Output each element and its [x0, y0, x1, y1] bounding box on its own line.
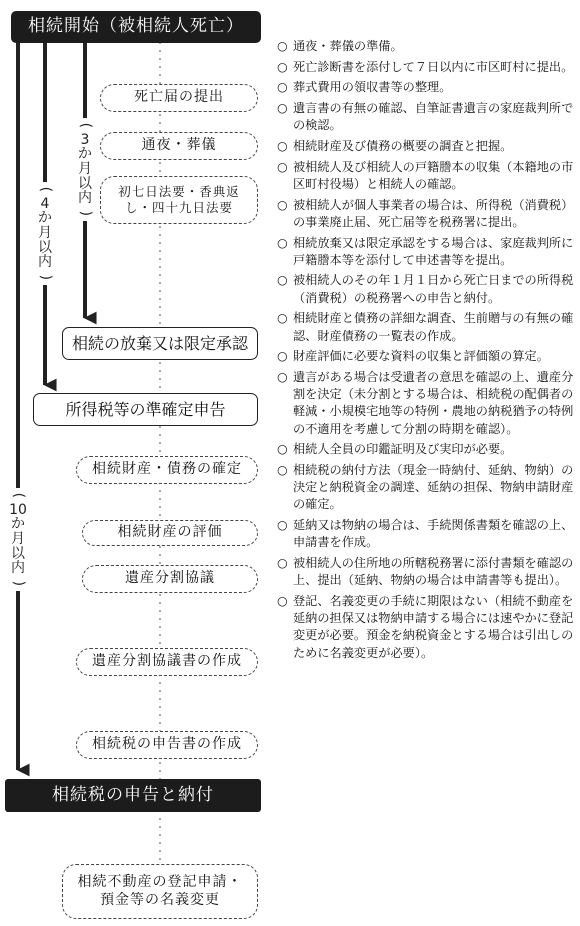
- step-estate-confirmation: 相続財産・債務の確定: [76, 456, 258, 484]
- deadline-char: 月: [78, 161, 92, 178]
- deadline-char: か: [11, 516, 25, 533]
- step-division-agreement: 遺産分割協議書の作成: [76, 648, 258, 676]
- note-item: ○ 葬式費用の領収書等の整理。: [277, 79, 575, 96]
- note-item: ○ 相続放棄又は限定承認をする場合は、家庭裁判所に戸籍謄本等を添付して申述書等を提出。: [277, 235, 575, 269]
- note-item: ○ 遺言がある場合は受遺者の意思を確認の上、遺産分割を決定（未分割とする場合は、相続税の配偶者の軽減・小規模宅地等の特例・農地の納税猶予の特例の不適用を考慮して分割の時期を確認）。: [277, 369, 575, 438]
- deadline-char: 以: [38, 239, 52, 256]
- note-item: ○ 財産評価に必要な資料の収集と評価額の算定。: [277, 348, 575, 365]
- note-item: ○ 延納又は物納の場合は、手続関係書類を確認の上、申請書を作成。: [277, 517, 575, 551]
- note-item: ○ 被相続人及び相続人の戸籍謄本の収集（本籍地の市区町村役場）と相続人の確認。: [277, 159, 575, 193]
- step-division-consultation: 遺産分割協議: [82, 565, 258, 593]
- step-memorial-services: 初七日法要・香典返し・四十九日法要: [100, 176, 258, 224]
- note-item: ○ 遺言書の有無の確認、自筆証書遺言の家庭裁判所での検認。: [277, 100, 575, 134]
- deadline-char: 内: [78, 190, 92, 207]
- deadline-10-months: [8, 488, 28, 591]
- deadline-char: 3: [80, 131, 90, 148]
- note-item: ○ 相続財産と債務の詳細な調査、生前贈与の有無の確認、財産債務の一覧表の作成。: [277, 310, 575, 344]
- note-item: ○ 相続人全員の印鑑証明及び実印が必要。: [277, 441, 575, 458]
- deadline-3-months: [75, 118, 95, 221]
- note-item: ○ 死亡診断書を添付して７日以内に市区町村に提出。: [277, 59, 575, 76]
- deadline-char: 4: [40, 195, 50, 212]
- note-item: ○ 被相続人のその年１月１日から死亡日までの所得税（消費税）の税務署への申告と納付。: [277, 272, 575, 306]
- deadline-char: か: [38, 210, 52, 227]
- deadline-char: か: [78, 146, 92, 163]
- deadline-char: 月: [11, 531, 25, 548]
- notes-list: [277, 38, 575, 665]
- step-estate-valuation: 相続財産の評価: [82, 520, 258, 546]
- deadline-char: ): [77, 210, 94, 217]
- deadline-char: 月: [38, 225, 52, 242]
- deadline-char: (: [10, 492, 27, 499]
- deadline-char: (: [37, 186, 54, 193]
- step-tax-return-preparation: 相続税の申告書の作成: [76, 731, 258, 759]
- step-tax-filing-payment: 相続税の申告と納付: [5, 779, 261, 812]
- deadline-char: 以: [78, 175, 92, 192]
- note-item: ○ 相続財産及び債務の概要の調査と把握。: [277, 138, 575, 155]
- step-wake-funeral: 通夜・葬儀: [100, 132, 258, 160]
- note-item: ○ 相続税の納付方法（現金一時納付、延納、物納）の決定と納税資金の調達、延納の担保、物納申請財産の確定。: [277, 462, 575, 514]
- deadline-char: ): [37, 274, 54, 281]
- deadline-char: ): [10, 580, 27, 587]
- deadline-char: 内: [11, 560, 25, 577]
- note-item: ○ 被相続人が個人事業者の場合は、所得税（消費税）の事業廃止届、死亡届等を税務署に提出。: [277, 197, 575, 231]
- deadline-char: 内: [38, 254, 52, 271]
- step-quasi-final-return: 所得税等の準確定申告: [33, 393, 258, 426]
- step-registration-name-change: 相続不動産の登記申請・預金等の名義変更: [62, 864, 258, 919]
- start-box: 相続開始（被相続人死亡）: [11, 11, 261, 43]
- note-item: ○ 登記、名義変更の手続に期限はない（相続不動産を延納の担保又は物納申請する場合には速やかに登記変更が必要。預金を納税資金とする場合は引出しのために名義変更が必要）。: [277, 593, 575, 662]
- deadline-char: 以: [11, 545, 25, 562]
- note-item: ○ 通夜・葬儀の準備。: [277, 38, 575, 55]
- note-item: ○ 被相続人の住所地の所轄税務署に添付書類を確認の上、提出（延納、物納の場合は申請書等も提出）。: [277, 555, 575, 589]
- step-death-notice: 死亡届の提出: [100, 84, 258, 112]
- deadline-char: (: [77, 122, 94, 129]
- deadline-char: 10: [9, 501, 27, 518]
- step-renunciation: 相続の放棄又は限定承認: [62, 327, 258, 360]
- deadline-4-months: [35, 182, 55, 285]
